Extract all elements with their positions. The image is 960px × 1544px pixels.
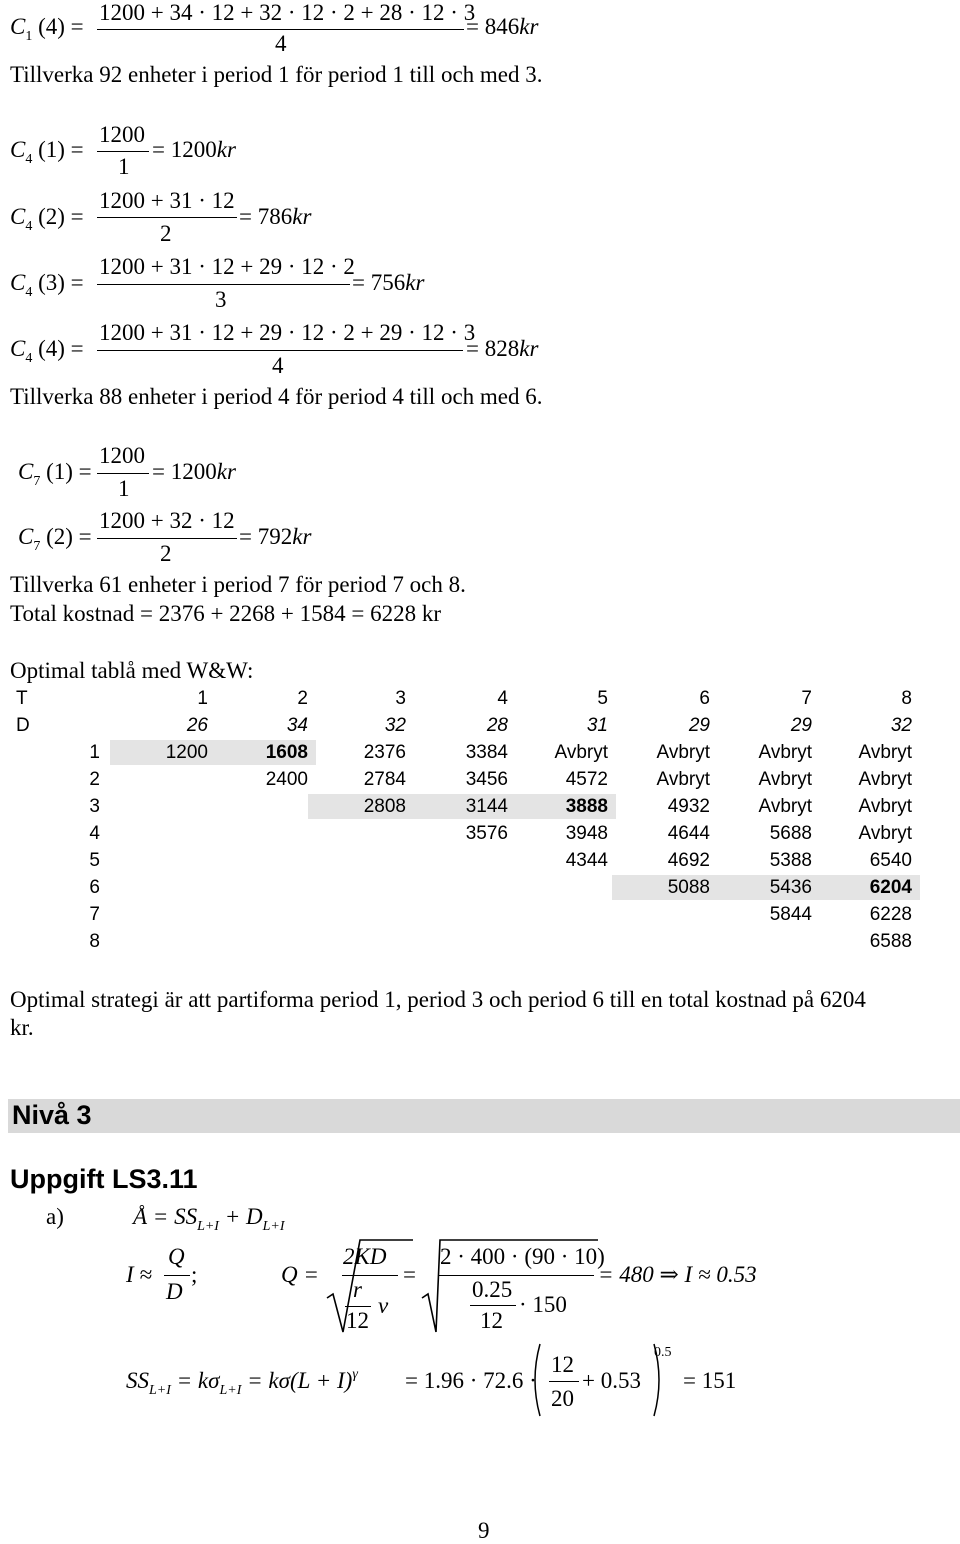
table-cost-cell: Avbryt: [656, 769, 710, 790]
c4-4-lhs: $C_4$ (4) =: [10, 336, 84, 366]
table-demand-cell: 28: [486, 715, 508, 736]
c4-3-result: = 756kr: [352, 270, 425, 295]
table-cost-cell: Avbryt: [656, 742, 710, 763]
c4-2-numerator: 1200 + 31 · 12: [99, 188, 235, 213]
q-fraction-line-1: [342, 1275, 398, 1276]
table-demand-cell: 31: [586, 715, 608, 736]
table-cost-cell: 4344: [565, 850, 608, 871]
table-cost-cell: 3144: [465, 796, 508, 817]
table-row-label: 4: [89, 823, 100, 844]
ss-exponent: 0.5: [654, 1345, 672, 1360]
q-lhs: Q =: [281, 1262, 319, 1287]
c1-4-result: = 846kr: [466, 14, 539, 39]
table-cost-cell: 2376: [363, 742, 406, 763]
q-den-1-bot: 12: [346, 1308, 369, 1333]
table-cost-cell: 5844: [769, 904, 812, 925]
i-approx-num: Q: [168, 1244, 185, 1269]
conclusion-line-2: kr.: [10, 1015, 34, 1040]
table-row-label: 7: [89, 904, 100, 925]
table-demand-cell: 34: [286, 715, 308, 736]
table-cost-cell: 4692: [667, 850, 710, 871]
table-cost-cell: Avbryt: [758, 796, 812, 817]
table-cost-cell: 1608: [265, 742, 308, 763]
c4-3-numerator: 1200 + 31 · 12 + 29 · 12 · 2: [99, 254, 355, 279]
ss-equation-numbers: = 1.96 · 72.6 ·: [405, 1368, 537, 1393]
table-cost-cell: Avbryt: [858, 796, 912, 817]
q-num-1: 2KD: [343, 1244, 387, 1269]
table-period-header: 3: [395, 688, 406, 709]
table-demand-cell: 26: [186, 715, 208, 736]
table-cost-cell: 4572: [565, 769, 608, 790]
q-result: = 480 ⇒ I ≈ 0.53: [598, 1262, 757, 1287]
table-demand-cell: 29: [688, 715, 710, 736]
q-den-1-mid: v: [378, 1293, 389, 1318]
table-period-header: 4: [497, 688, 508, 709]
table-cost-cell: 3456: [465, 769, 508, 790]
i-approx-semicolon: ;: [191, 1262, 198, 1287]
c4-1-fraction-line: [97, 151, 149, 152]
table-cost-cell: 4932: [667, 796, 710, 817]
q-fraction-line-2b: [470, 1305, 516, 1306]
c4-1-denominator: 1: [118, 154, 130, 179]
table-period-header: 2: [297, 688, 308, 709]
c7-2-denominator: 2: [160, 541, 172, 566]
table-period-header: 7: [801, 688, 812, 709]
table-cost-cell: Avbryt: [858, 769, 912, 790]
c7-2-fraction-line: [97, 538, 237, 539]
text-total-cost: Total kostnad = 2376 + 2268 + 1584 = 6228 kr: [10, 601, 442, 626]
table-demand-cell: 32: [890, 715, 912, 736]
ss-equation-left: $SS_{L+I} = k\sigma_{L+I} = k\sigma(L + I)^\gamma$: [126, 1367, 358, 1398]
c4-4-fraction-line: [97, 350, 463, 351]
table-cost-cell: 3948: [565, 823, 608, 844]
table-demand-cell: 32: [384, 715, 406, 736]
c4-3-fraction-line: [97, 284, 350, 285]
text-period-1: Tillverka 92 enheter i period 1 för period 1 till och med 3.: [10, 62, 543, 87]
part-a-label: a): [46, 1204, 64, 1229]
c4-2-fraction-line: [97, 217, 237, 218]
c7-1-result: = 1200kr: [152, 459, 236, 484]
q-den-2-top: 0.25: [472, 1277, 513, 1302]
table-cost-cell: 2808: [363, 796, 406, 817]
table-demand-cell: 29: [790, 715, 812, 736]
table-cost-cell: 3888: [565, 796, 608, 817]
q-num-2: 2 · 400 · (90 · 10): [440, 1244, 605, 1269]
c7-1-numerator: 1200: [99, 443, 145, 468]
table-cost-cell: 6588: [869, 931, 912, 952]
c7-1-fraction-line: [97, 473, 149, 474]
c4-3-lhs: $C_4$ (3) =: [10, 270, 84, 300]
text-period-4: Tillverka 88 enheter i period 4 för period 4 till och med 6.: [10, 384, 543, 409]
table-cost-cell: Avbryt: [858, 823, 912, 844]
table-row-label: 2: [89, 769, 100, 790]
c4-4-result: = 828kr: [466, 336, 539, 361]
table-cost-cell: 5088: [667, 877, 710, 898]
c7-1-lhs: $C_7$ (1) =: [18, 459, 92, 489]
c7-2-lhs: $C_7$ (2) =: [18, 524, 92, 554]
table-period-header: 5: [597, 688, 608, 709]
table-cost-cell: Avbryt: [858, 742, 912, 763]
table-cost-cell: 5436: [769, 877, 812, 898]
ss-plus-term: + 0.53: [582, 1368, 641, 1393]
table-title: Optimal tablå med W&W:: [10, 658, 254, 683]
table-row-label: 6: [89, 877, 100, 898]
table-period-header: 8: [901, 688, 912, 709]
table-row-label: 3: [89, 796, 100, 817]
table-period-header: 1: [197, 688, 208, 709]
c4-1-result: = 1200kr: [152, 137, 236, 162]
c7-1-denominator: 1: [118, 476, 130, 501]
i-approx-den: D: [166, 1279, 183, 1304]
table-cost-cell: Avbryt: [758, 742, 812, 763]
table-period-header: 6: [699, 688, 710, 709]
table-cost-cell: 2400: [265, 769, 308, 790]
conclusion-line-1: Optimal strategi är att partiforma period 1, period 3 och period 6 till en total kostnad på 6204: [10, 987, 866, 1012]
text-period-7: Tillverka 61 enheter i period 7 för period 7 och 8.: [10, 572, 466, 597]
section-banner: [8, 1099, 960, 1133]
c4-1-numerator: 1200: [99, 122, 145, 147]
ss-frac-num: 12: [551, 1352, 574, 1377]
table-cost-cell: 3576: [465, 823, 508, 844]
table-cost-cell: 5388: [769, 850, 812, 871]
c4-4-numerator: 1200 + 31 · 12 + 29 · 12 · 2 + 29 · 12 · 3: [99, 320, 476, 345]
i-approx-fraction-line: [164, 1275, 190, 1276]
ss-frac-den: 20: [551, 1386, 574, 1411]
table-cost-cell: 1200: [165, 742, 208, 763]
c1-4-lhs: $C_1$ (4) =: [10, 14, 84, 44]
banner-label: Nivå 3: [12, 1100, 92, 1130]
i-approx-lhs: I ≈: [126, 1262, 153, 1287]
table-cost-cell: 3384: [465, 742, 508, 763]
table-row-label: 8: [89, 931, 100, 952]
page-number: 9: [478, 1518, 490, 1543]
q-den-1-top: r: [353, 1277, 362, 1302]
part-a-eq1: Å = $SS_{L+I} + D_{L+I}$: [133, 1204, 285, 1234]
c1-4-denominator: 4: [275, 31, 287, 56]
ss-result: = 151: [683, 1368, 737, 1393]
c4-1-lhs: $C_4$ (1) =: [10, 137, 84, 167]
c1-4-numerator: 1200 + 34 · 12 + 32 · 12 · 2 + 28 · 12 · 3: [99, 0, 476, 25]
c4-2-result: = 786kr: [239, 204, 312, 229]
table-cost-cell: 2784: [363, 769, 406, 790]
c4-3-denominator: 3: [215, 287, 227, 312]
q-den-2-bot: 12: [480, 1308, 503, 1333]
task-heading: Uppgift LS3.11: [10, 1164, 198, 1194]
table-t-label: T: [16, 688, 28, 709]
table-cost-cell: 6540: [869, 850, 912, 871]
c4-2-denominator: 2: [160, 221, 172, 246]
table-d-label: D: [16, 715, 30, 736]
table-cost-cell: 6228: [869, 904, 912, 925]
c4-4-denominator: 4: [272, 353, 284, 378]
table-row-label: 1: [89, 742, 100, 763]
c4-2-lhs: $C_4$ (2) =: [10, 204, 84, 234]
table-row-label: 5: [89, 850, 100, 871]
q-den-2-mul: · 150: [519, 1292, 567, 1317]
c7-2-result: = 792kr: [239, 524, 312, 549]
c7-2-numerator: 1200 + 32 · 12: [99, 508, 235, 533]
table-cost-cell: 6204: [869, 877, 912, 898]
table-cost-cell: Avbryt: [758, 769, 812, 790]
table-cost-cell: Avbryt: [554, 742, 608, 763]
table-cost-cell: 5688: [769, 823, 812, 844]
q-equals: =: [403, 1262, 416, 1287]
table-cost-cell: 4644: [667, 823, 710, 844]
q-fraction-line-2: [438, 1275, 594, 1276]
ss-fraction-line: [549, 1381, 579, 1382]
